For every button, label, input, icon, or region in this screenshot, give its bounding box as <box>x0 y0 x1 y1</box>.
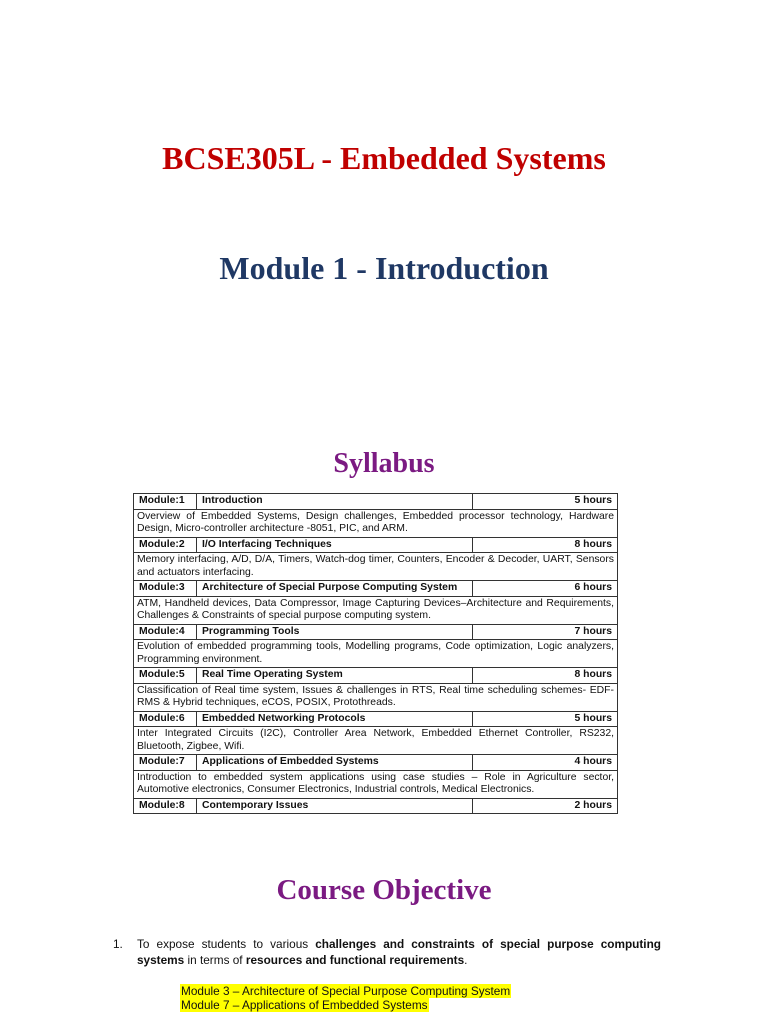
module-name: Introduction <box>197 494 473 510</box>
module-name: Applications of Embedded Systems <box>197 755 473 771</box>
module-hours: 4 hours <box>473 755 618 771</box>
module-desc-row <box>134 553 618 581</box>
syllabus-heading: Syllabus <box>333 448 435 479</box>
module-label: Module:2 <box>134 537 197 553</box>
highlighted-module-reference: Module 7 – Applications of Embedded Systems <box>181 998 428 1012</box>
module-description: Evolution of embedded programming tools, Modelling programs, Code optimization, Logic analyzers, Programming environment. <box>134 640 618 668</box>
module-label: Module:8 <box>134 798 197 814</box>
module-desc-row <box>134 683 618 711</box>
module-label: Module:5 <box>134 668 197 684</box>
module-desc-row <box>134 509 618 537</box>
module-name: I/O Interfacing Techniques <box>197 537 473 553</box>
course-title: BCSE305L - Embedded Systems <box>162 140 606 176</box>
module-name: Real Time Operating System <box>197 668 473 684</box>
module-label: Module:1 <box>134 494 197 510</box>
module-hours: 8 hours <box>473 668 618 684</box>
module-desc-row <box>134 596 618 624</box>
module-description: ATM, Handheld devices, Data Compressor, Image Capturing Devices–Architecture and Requirements, Challenges & Constraints of special purpose computing system. <box>134 596 618 624</box>
objective-text-part: in terms of <box>184 953 246 967</box>
module-name: Contemporary Issues <box>197 798 473 814</box>
module-desc-row <box>134 770 618 798</box>
module-hours: 5 hours <box>473 711 618 727</box>
module-label: Module:3 <box>134 581 197 597</box>
module-label: Module:4 <box>134 624 197 640</box>
module-title: Module 1 - Introduction <box>219 250 549 286</box>
module-hours: 5 hours <box>473 494 618 510</box>
module-header-row <box>134 798 618 814</box>
objective-text-part: To expose students to various <box>137 937 316 951</box>
module-hours: 6 hours <box>473 581 618 597</box>
module-desc-row <box>134 640 618 668</box>
module-description: Overview of Embedded Systems, Design challenges, Embedded processor technology, Hardware Design, Micro-controller architecture -8051, PIC, and ARM. <box>134 509 618 537</box>
module-hours: 2 hours <box>473 798 618 814</box>
module-hours: 7 hours <box>473 624 618 640</box>
syllabus-table <box>133 493 618 814</box>
module-header-row <box>134 668 618 684</box>
module-description: Introduction to embedded system applications using case studies – Role in Agriculture sector, Automotive electronics, Consumer Electronics, Industrial controls, Medical Electronics. <box>134 770 618 798</box>
highlighted-module-reference: Module 3 – Architecture of Special Purpose Computing System <box>181 984 511 998</box>
module-description: Memory interfacing, A/D, D/A, Timers, Watch-dog timer, Counters, Encoder & Decoder, UART, Sensors and actuators interfacing. <box>134 553 618 581</box>
course-objective-heading: Course Objective <box>276 874 492 906</box>
objective-number: 1. <box>113 937 123 951</box>
module-description: Classification of Real time system, Issues & challenges in RTS, Real time scheduling schemes- EDF-RMS & Hybrid techniques, eCOS, POSIX, Protothreads. <box>134 683 618 711</box>
module-header-row <box>134 494 618 510</box>
module-label: Module:6 <box>134 711 197 727</box>
module-desc-row <box>134 727 618 755</box>
module-header-row <box>134 755 618 771</box>
module-name: Architecture of Special Purpose Computing System <box>197 581 473 597</box>
objective-text <box>137 936 661 968</box>
objective-bold-part: challenges and constraints of special purpose computing systems <box>137 937 661 967</box>
module-header-row <box>134 711 618 727</box>
objective-bold-part: resources and functional requirements <box>245 953 465 967</box>
module-hours: 8 hours <box>473 537 618 553</box>
module-name: Programming Tools <box>197 624 473 640</box>
module-header-row <box>134 624 618 640</box>
module-header-row <box>134 581 618 597</box>
module-header-row <box>134 537 618 553</box>
objective-text-part: . <box>464 953 468 967</box>
module-description: Inter Integrated Circuits (I2C), Controller Area Network, Embedded Ethernet Controller, RS232, Bluetooth, Zigbee, Wifi. <box>134 727 618 755</box>
module-name: Embedded Networking Protocols <box>197 711 473 727</box>
objective-item <box>113 936 661 968</box>
module-label: Module:7 <box>134 755 197 771</box>
